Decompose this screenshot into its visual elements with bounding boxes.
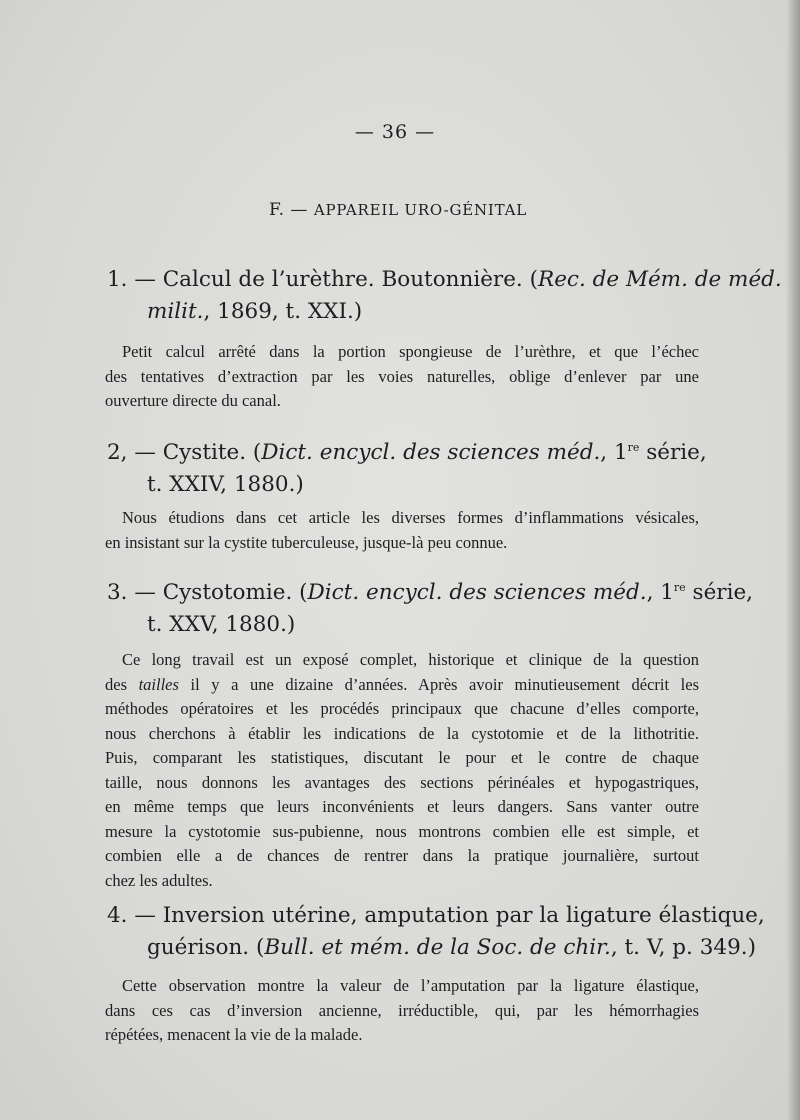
entry-4-number: 4. (107, 903, 128, 928)
entry-2-title (107, 432, 707, 501)
entry-3-dash: — (127, 580, 163, 606)
entry-3-body-line: chez les adultes. (105, 870, 213, 890)
entry-3-body-line: taille, nous donnons les avantages des sections périnéales et hypogastriques, (105, 772, 699, 792)
entry-4-body (105, 974, 699, 1048)
entry-3-body-italic: tailles (138, 674, 179, 694)
entry-3-series-word: série, (685, 580, 754, 606)
entry-4-dash: — (127, 903, 163, 928)
entry-2-dash: — (127, 440, 163, 466)
entry-1-source-cont: milit. (147, 299, 204, 324)
entry-2-body-line: en insistant sur la cystite tuberculeuse, jusque-là peu connue. (105, 532, 508, 552)
entry-4-title-tail: , t. V, p. 349.) (610, 935, 756, 960)
entry-3-series-num: , 1 (646, 580, 674, 606)
section-heading (0, 200, 796, 220)
entry-2-volume: t. XXIV, 1880.) (147, 472, 304, 498)
entry-2-series-word: série, (639, 440, 707, 466)
entry-1-title-tail: , 1869, t. XXI.) (203, 299, 363, 324)
page-edge-shadow (786, 0, 800, 1120)
entry-3-title (107, 572, 754, 641)
entry-3-body-fragment: des (105, 674, 139, 694)
entry-2-body (105, 506, 699, 555)
entry-3-body-line: Ce long travail est un exposé complet, historique et clinique de la question (122, 650, 699, 669)
page-number: — 36 — (354, 121, 436, 143)
entry-2-source: Dict. encycl. des sciences méd. (261, 440, 601, 466)
section-letter: F. — (268, 200, 314, 220)
entry-2-body-line: Nous étudions dans cet article les diverses formes d’inflammations vésicales, (122, 508, 699, 527)
entry-3-number: 3. (107, 580, 128, 606)
entry-2-series-num: , 1 (600, 440, 628, 466)
entry-3-body-fragment: il y a une dizaine d’années. Après avoir minutieusement décrit les (178, 674, 699, 694)
entry-1-title-text: Calcul de l’urèthre. Boutonnière. ( (162, 267, 538, 292)
entry-3-body (105, 648, 699, 893)
entry-1-number: 1. (107, 267, 128, 292)
entry-4-body-line: répétées, menacent la vie de la malade. (105, 1025, 363, 1044)
entry-3-body-line: Puis, comparant les statistiques, discutant le pour et le contre de chaque (105, 748, 699, 767)
section-title: APPAREIL URO-GÉNITAL (313, 201, 528, 219)
entry-2-series-sup: re (627, 441, 640, 454)
entry-2-number: 2, (107, 440, 128, 466)
entry-1-body-line: Petit calcul arrêté dans la portion spongieuse de l’urèthre, et que l’échec (122, 342, 699, 361)
entry-1-source: Rec. de Mém. de méd. (538, 267, 782, 292)
entry-3-body-line: en même temps que leurs inconvénients et leurs dangers. Sans vanter outre (105, 797, 699, 816)
entry-4-title (107, 900, 765, 964)
entry-4-body-line: dans ces cas d’inversion ancienne, irréductible, qui, par les hémorrhagies (105, 1000, 699, 1020)
entry-3-body-line: nous cherchons à établir les indications de la cystotomie et de la lithotritie. (105, 723, 699, 743)
entry-1-dash: — (127, 267, 163, 292)
entry-2-title-text: Cystite. ( (162, 440, 262, 466)
entry-1-body-line: ouverture directe du canal. (105, 391, 281, 410)
entry-4-source: Bull. et mém. de la Soc. de chir. (264, 935, 611, 960)
entry-3-body-line: méthodes opératoires et les procédés principaux que chacune d’elles comporte, (105, 699, 699, 718)
entry-4-body-line: Cette observation montre la valeur de l’amputation par la ligature élastique, (122, 976, 699, 995)
entry-1-body-line: des tentatives d’extraction par les voies naturelles, oblige d’enlever par une (105, 366, 699, 386)
entry-4-title-text: Inversion utérine, amputation par la ligature élastique, (162, 903, 765, 928)
entry-3-volume: t. XXV, 1880.) (147, 612, 296, 638)
entry-4-title-cont: guérison. ( (147, 935, 265, 960)
entry-3-series-sup: re (673, 581, 686, 594)
entry-3-title-text: Cystotomie. ( (162, 580, 308, 606)
entry-1-title (107, 264, 782, 328)
entry-3-body-line: combien elle a de chances de rentrer dans la pratique journalière, surtout (105, 846, 699, 865)
entry-3-source: Dict. encycl. des sciences méd. (307, 580, 647, 606)
entry-1-body (105, 340, 699, 414)
entry-3-body-line: mesure la cystotomie sus-pubienne, nous montrons combien elle est simple, et (105, 821, 699, 841)
